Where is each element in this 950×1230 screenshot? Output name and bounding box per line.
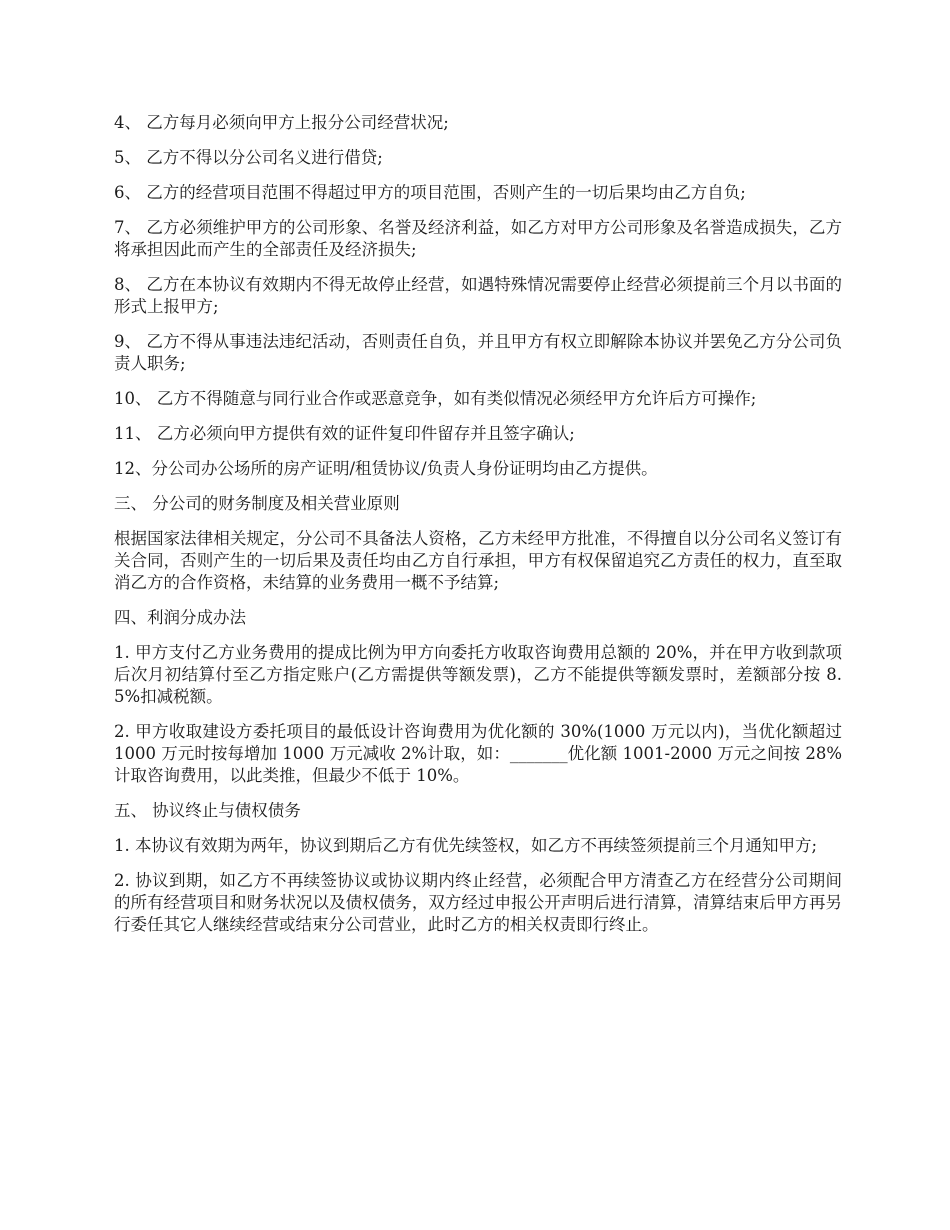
clause-6: 6、 乙方的经营项目范围不得超过甲方的项目范围，否则产生的一切后果均由乙方自负; [114, 183, 746, 202]
finance-paragraph: 根据国家法律相关规定，分公司不具备法人资格，乙方未经甲方批准，不得擅自以分公司名义签订有关合同，否则产生的一切后果及责任均由乙方自行承担，甲方有权保留追究乙方责任的权力，直至取消乙方的合作资格，未结算的业务费用一概不予结算; [114, 529, 842, 592]
clause-11: 11、 乙方必须向甲方提供有效的证件复印件留存并且签字确认; [114, 424, 575, 443]
clause-4: 4、 乙方每月必须向甲方上报分公司经营状况; [114, 113, 449, 132]
profit-item-2: 2. 甲方收取建设方委托项目的最低设计咨询费用为优化额的 30%(1000 万元以内)，当优化额超过 1000 万元时按每增加 1000 万元减收 2%计取，如：_______优化额 1001-2000 万元之间按 28%计取咨询费用，以此类推，但最少不低于 10%。 [114, 722, 842, 785]
section-heading-profit: 四、利润分成办法 [114, 608, 246, 627]
document-page [114, 112, 842, 949]
section-heading-finance: 三、 分公司的财务制度及相关营业原则 [114, 494, 400, 513]
termination-item-1: 1. 本协议有效期为两年，协议到期后乙方有优先续签权，如乙方不再续签须提前三个月通知甲方; [114, 836, 818, 855]
section-heading-termination: 五、 协议终止与债权债务 [114, 801, 301, 820]
clause-9: 9、 乙方不得从事违法违纪活动，否则责任自负，并且甲方有权立即解除本协议并罢免乙方分公司负责人职务; [114, 332, 842, 373]
termination-item-2: 2. 协议到期，如乙方不再续签协议或协议期内终止经营，必须配合甲方清查乙方在经营分公司期间的所有经营项目和财务状况以及债权债务，双方经过申报公开声明后进行清算，清算结束后甲方再另行委任其它人继续经营或结束分公司营业，此时乙方的相关权责即行终止。 [114, 871, 842, 934]
clause-5: 5、 乙方不得以分公司名义进行借贷; [114, 148, 383, 167]
clause-12: 12、分公司办公场所的房产证明/租赁协议/负责人身份证明均由乙方提供。 [114, 459, 658, 478]
clause-7: 7、 乙方必须维护甲方的公司形象、名誉及经济利益，如乙方对甲方公司形象及名誉造成损失，乙方将承担因此而产生的全部责任及经济损失; [114, 218, 842, 259]
clause-10: 10、 乙方不得随意与同行业合作或恶意竞争，如有类似情况必须经甲方允许后方可操作; [114, 389, 757, 408]
clause-8: 8、 乙方在本协议有效期内不得无故停止经营，如遇特殊情况需要停止经营必须提前三个月以书面的形式上报甲方; [114, 275, 842, 316]
profit-item-1: 1. 甲方支付乙方业务费用的提成比例为甲方向委托方收取咨询费用总额的 20%，并在甲方收到款项后次月初结算付至乙方指定账户(乙方需提供等额发票)，乙方不能提供等额发票时，差额部分按 8.5%扣减税额。 [114, 643, 842, 706]
